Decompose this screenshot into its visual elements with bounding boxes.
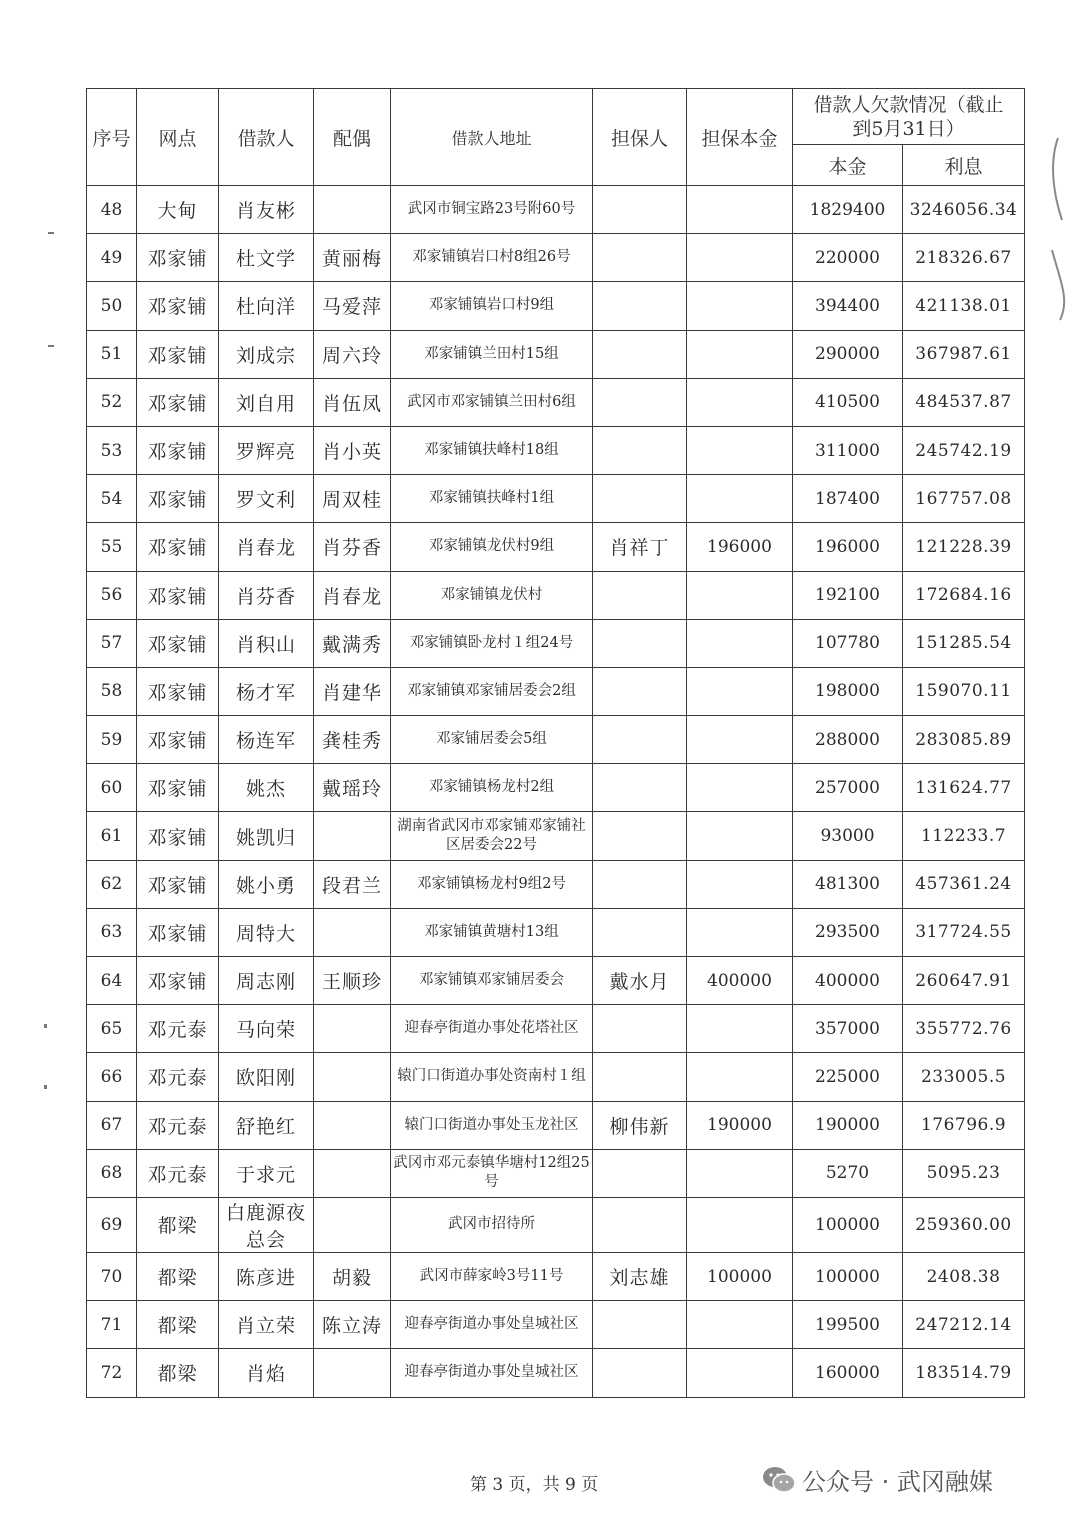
row-borrower: 欧阳刚 [219, 1053, 314, 1101]
row-seq: 48 [87, 186, 137, 234]
row-interest: 421138.01 [903, 282, 1025, 330]
loan-arrears-table [86, 88, 1025, 1398]
row-guarantee-principal [687, 330, 793, 378]
row-spouse: 戴瑶玲 [314, 764, 391, 812]
row-interest: 172684.16 [903, 571, 1025, 619]
row-guarantor: 刘志雄 [593, 1252, 687, 1300]
row-guarantor [593, 475, 687, 523]
row-address: 武冈市邓元泰镇华塘村12组25号 [391, 1149, 593, 1197]
row-guarantor [593, 860, 687, 908]
header-arrears-group: 借款人欠款情况（截止到5月31日） [793, 89, 1025, 145]
row-interest: 2408.38 [903, 1252, 1025, 1300]
row-guarantor [593, 619, 687, 667]
table-row [87, 860, 1025, 908]
row-principal: 1829400 [793, 186, 903, 234]
row-interest: 176796.9 [903, 1101, 1025, 1149]
table-row [87, 234, 1025, 282]
row-branch: 大甸 [137, 186, 219, 234]
table-row [87, 330, 1025, 378]
row-spouse: 肖伍凤 [314, 378, 391, 426]
table-row [87, 716, 1025, 764]
header-principal: 本金 [793, 145, 903, 186]
row-seq: 67 [87, 1101, 137, 1149]
row-interest: 218326.67 [903, 234, 1025, 282]
row-address: 武冈市铜宝路23号附60号 [391, 186, 593, 234]
row-guarantee-principal [687, 764, 793, 812]
row-spouse [314, 1349, 391, 1397]
row-spouse [314, 908, 391, 956]
row-branch: 邓家铺 [137, 475, 219, 523]
wechat-icon [762, 1465, 796, 1495]
row-interest: 247212.14 [903, 1301, 1025, 1349]
row-branch: 邓元泰 [137, 1149, 219, 1197]
row-principal: 225000 [793, 1053, 903, 1101]
row-principal: 190000 [793, 1101, 903, 1149]
row-guarantor [593, 330, 687, 378]
row-borrower: 杨才军 [219, 667, 314, 715]
row-spouse: 周双桂 [314, 475, 391, 523]
row-guarantor: 柳伟新 [593, 1101, 687, 1149]
row-spouse: 肖建华 [314, 667, 391, 715]
row-principal: 311000 [793, 426, 903, 474]
row-address: 迎春亭街道办事处花塔社区 [391, 1005, 593, 1053]
row-address: 武冈市招待所 [391, 1197, 593, 1252]
row-spouse: 胡毅 [314, 1252, 391, 1300]
row-guarantee-principal [687, 1197, 793, 1252]
row-seq: 66 [87, 1053, 137, 1101]
row-principal: 400000 [793, 957, 903, 1005]
row-branch: 邓家铺 [137, 571, 219, 619]
row-address: 辕门口街道办事处资南村１组 [391, 1053, 593, 1101]
row-borrower: 周特大 [219, 908, 314, 956]
row-branch: 邓家铺 [137, 523, 219, 571]
scan-mark [48, 232, 54, 234]
row-address: 邓家铺镇卧龙村１组24号 [391, 619, 593, 667]
row-spouse [314, 812, 391, 860]
row-spouse: 戴满秀 [314, 619, 391, 667]
row-principal: 198000 [793, 667, 903, 715]
row-principal: 481300 [793, 860, 903, 908]
row-guarantee-principal [687, 1053, 793, 1101]
table-row [87, 282, 1025, 330]
row-seq: 63 [87, 908, 137, 956]
table-row [87, 957, 1025, 1005]
row-seq: 65 [87, 1005, 137, 1053]
row-principal: 257000 [793, 764, 903, 812]
row-guarantee-principal [687, 186, 793, 234]
row-address: 邓家铺镇扶峰村1组 [391, 475, 593, 523]
row-seq: 68 [87, 1149, 137, 1197]
row-guarantor [593, 667, 687, 715]
row-guarantor [593, 186, 687, 234]
row-spouse: 王顺珍 [314, 957, 391, 1005]
row-principal: 196000 [793, 523, 903, 571]
row-borrower: 姚凯归 [219, 812, 314, 860]
row-guarantor [593, 1149, 687, 1197]
table-row [87, 378, 1025, 426]
row-address: 邓家铺居委会5组 [391, 716, 593, 764]
header-interest: 利息 [903, 145, 1025, 186]
row-branch: 都梁 [137, 1349, 219, 1397]
row-interest: 131624.77 [903, 764, 1025, 812]
header-seq: 序号 [87, 89, 137, 186]
row-guarantor: 戴水月 [593, 957, 687, 1005]
row-seq: 54 [87, 475, 137, 523]
row-address: 迎春亭街道办事处皇城社区 [391, 1301, 593, 1349]
row-address: 邓家铺镇杨龙村9组2号 [391, 860, 593, 908]
row-interest: 167757.08 [903, 475, 1025, 523]
row-guarantee-principal [687, 716, 793, 764]
scan-mark [48, 345, 54, 347]
row-seq: 62 [87, 860, 137, 908]
row-borrower: 肖积山 [219, 619, 314, 667]
header-spouse: 配偶 [314, 89, 391, 186]
row-principal: 5270 [793, 1149, 903, 1197]
header-guarantee-principal: 担保本金 [687, 89, 793, 186]
row-branch: 邓家铺 [137, 957, 219, 1005]
table-row [87, 426, 1025, 474]
row-interest: 245742.19 [903, 426, 1025, 474]
row-address: 邓家铺镇岩口村8组26号 [391, 234, 593, 282]
row-guarantee-principal [687, 571, 793, 619]
row-seq: 50 [87, 282, 137, 330]
table-row [87, 1349, 1025, 1397]
table-row [87, 764, 1025, 812]
wechat-brand [762, 1462, 993, 1497]
row-branch: 邓元泰 [137, 1101, 219, 1149]
row-seq: 71 [87, 1301, 137, 1349]
row-borrower: 姚小勇 [219, 860, 314, 908]
row-principal: 288000 [793, 716, 903, 764]
row-branch: 邓家铺 [137, 764, 219, 812]
row-principal: 410500 [793, 378, 903, 426]
row-borrower: 杜向洋 [219, 282, 314, 330]
header-address: 借款人地址 [391, 89, 593, 186]
row-branch: 邓家铺 [137, 426, 219, 474]
row-interest: 367987.61 [903, 330, 1025, 378]
row-interest: 151285.54 [903, 619, 1025, 667]
row-guarantor [593, 716, 687, 764]
row-guarantee-principal: 196000 [687, 523, 793, 571]
row-borrower: 白鹿源夜总会 [219, 1197, 314, 1252]
row-principal: 160000 [793, 1349, 903, 1397]
row-guarantee-principal [687, 426, 793, 474]
row-guarantee-principal: 190000 [687, 1101, 793, 1149]
page-number: 第 3 页，共 9 页 [470, 1475, 599, 1495]
table-row [87, 1252, 1025, 1300]
row-borrower: 于求元 [219, 1149, 314, 1197]
row-guarantee-principal [687, 619, 793, 667]
table-row [87, 571, 1025, 619]
row-branch: 邓家铺 [137, 282, 219, 330]
row-guarantor [593, 571, 687, 619]
row-branch: 都梁 [137, 1197, 219, 1252]
row-borrower: 刘成宗 [219, 330, 314, 378]
row-address: 迎春亭街道办事处皇城社区 [391, 1349, 593, 1397]
row-guarantor [593, 1005, 687, 1053]
row-seq: 61 [87, 812, 137, 860]
row-borrower: 陈彦进 [219, 1252, 314, 1300]
row-spouse: 肖小英 [314, 426, 391, 474]
row-borrower: 刘自用 [219, 378, 314, 426]
row-branch: 邓家铺 [137, 860, 219, 908]
row-interest: 484537.87 [903, 378, 1025, 426]
row-spouse: 段君兰 [314, 860, 391, 908]
row-interest: 183514.79 [903, 1349, 1025, 1397]
row-address: 武冈市邓家铺镇兰田村6组 [391, 378, 593, 426]
row-principal: 293500 [793, 908, 903, 956]
row-interest: 233005.5 [903, 1053, 1025, 1101]
row-address: 邓家铺镇兰田村15组 [391, 330, 593, 378]
row-principal: 100000 [793, 1252, 903, 1300]
row-borrower: 杜文学 [219, 234, 314, 282]
row-guarantee-principal [687, 908, 793, 956]
row-spouse [314, 186, 391, 234]
row-borrower: 周志刚 [219, 957, 314, 1005]
row-guarantor [593, 282, 687, 330]
row-principal: 107780 [793, 619, 903, 667]
row-guarantee-principal [687, 234, 793, 282]
row-branch: 邓家铺 [137, 330, 219, 378]
header-borrower: 借款人 [219, 89, 314, 186]
table-row [87, 1005, 1025, 1053]
table-row [87, 667, 1025, 715]
row-principal: 199500 [793, 1301, 903, 1349]
row-borrower: 杨连军 [219, 716, 314, 764]
row-branch: 邓家铺 [137, 908, 219, 956]
row-guarantee-principal [687, 1349, 793, 1397]
row-principal: 100000 [793, 1197, 903, 1252]
row-seq: 69 [87, 1197, 137, 1252]
row-interest: 112233.7 [903, 812, 1025, 860]
row-spouse [314, 1053, 391, 1101]
row-branch: 都梁 [137, 1301, 219, 1349]
brand-text: 公众号 · 武冈融媒 [802, 1468, 993, 1496]
header-branch: 网点 [137, 89, 219, 186]
table-row [87, 619, 1025, 667]
row-spouse [314, 1149, 391, 1197]
row-guarantee-principal: 100000 [687, 1252, 793, 1300]
row-address: 邓家铺镇杨龙村2组 [391, 764, 593, 812]
row-guarantor [593, 764, 687, 812]
row-interest: 283085.89 [903, 716, 1025, 764]
row-address: 湖南省武冈市邓家铺邓家铺社区居委会22号 [391, 812, 593, 860]
row-guarantee-principal [687, 667, 793, 715]
row-interest: 3246056.34 [903, 186, 1025, 234]
row-borrower: 肖春龙 [219, 523, 314, 571]
row-guarantee-principal [687, 812, 793, 860]
row-spouse: 陈立涛 [314, 1301, 391, 1349]
row-principal: 187400 [793, 475, 903, 523]
row-seq: 53 [87, 426, 137, 474]
row-address: 辕门口街道办事处玉龙社区 [391, 1101, 593, 1149]
row-guarantee-principal: 400000 [687, 957, 793, 1005]
row-guarantor [593, 908, 687, 956]
row-spouse: 黄丽梅 [314, 234, 391, 282]
row-seq: 59 [87, 716, 137, 764]
row-interest: 317724.55 [903, 908, 1025, 956]
row-seq: 49 [87, 234, 137, 282]
row-spouse: 马爱萍 [314, 282, 391, 330]
table-row [87, 1301, 1025, 1349]
row-guarantor [593, 1349, 687, 1397]
row-seq: 57 [87, 619, 137, 667]
row-seq: 52 [87, 378, 137, 426]
row-guarantor [593, 812, 687, 860]
row-address: 邓家铺镇黄塘村13组 [391, 908, 593, 956]
table-row [87, 475, 1025, 523]
header-guarantor: 担保人 [593, 89, 687, 186]
table-body [87, 186, 1025, 1398]
row-borrower: 姚杰 [219, 764, 314, 812]
row-spouse: 龚桂秀 [314, 716, 391, 764]
row-seq: 56 [87, 571, 137, 619]
row-guarantor [593, 1197, 687, 1252]
row-branch: 邓家铺 [137, 667, 219, 715]
row-address: 邓家铺镇邓家铺居委会 [391, 957, 593, 1005]
row-address: 邓家铺镇龙伏村 [391, 571, 593, 619]
row-seq: 60 [87, 764, 137, 812]
table-row [87, 1197, 1025, 1252]
row-guarantor [593, 234, 687, 282]
row-interest: 121228.39 [903, 523, 1025, 571]
row-guarantee-principal [687, 1149, 793, 1197]
row-guarantee-principal [687, 378, 793, 426]
row-guarantee-principal [687, 475, 793, 523]
row-spouse [314, 1101, 391, 1149]
row-branch: 邓元泰 [137, 1005, 219, 1053]
row-interest: 457361.24 [903, 860, 1025, 908]
row-address: 邓家铺镇扶峰村18组 [391, 426, 593, 474]
row-spouse [314, 1197, 391, 1252]
table-row [87, 1101, 1025, 1149]
row-principal: 394400 [793, 282, 903, 330]
row-seq: 58 [87, 667, 137, 715]
row-address: 邓家铺镇龙伏村9组 [391, 523, 593, 571]
row-address: 邓家铺镇岩口村9组 [391, 282, 593, 330]
row-guarantee-principal [687, 1301, 793, 1349]
row-borrower: 马向荣 [219, 1005, 314, 1053]
row-borrower: 肖立荣 [219, 1301, 314, 1349]
row-guarantee-principal [687, 282, 793, 330]
table-row [87, 186, 1025, 234]
row-guarantor [593, 378, 687, 426]
row-guarantor [593, 1301, 687, 1349]
row-borrower: 罗文利 [219, 475, 314, 523]
seal-stamp-fragment [1040, 130, 1080, 330]
row-spouse: 周六玲 [314, 330, 391, 378]
table-row [87, 523, 1025, 571]
row-spouse: 肖春龙 [314, 571, 391, 619]
row-branch: 邓元泰 [137, 1053, 219, 1101]
row-principal: 357000 [793, 1005, 903, 1053]
table-row [87, 812, 1025, 860]
scan-mark [44, 1085, 47, 1089]
row-interest: 5095.23 [903, 1149, 1025, 1197]
row-seq: 64 [87, 957, 137, 1005]
scan-mark [44, 1024, 47, 1028]
row-borrower: 舒艳红 [219, 1101, 314, 1149]
row-seq: 72 [87, 1349, 137, 1397]
row-branch: 都梁 [137, 1252, 219, 1300]
row-interest: 355772.76 [903, 1005, 1025, 1053]
row-seq: 51 [87, 330, 137, 378]
table-row [87, 1053, 1025, 1101]
row-borrower: 肖芬香 [219, 571, 314, 619]
row-branch: 邓家铺 [137, 234, 219, 282]
row-seq: 70 [87, 1252, 137, 1300]
row-borrower: 肖友彬 [219, 186, 314, 234]
row-interest: 159070.11 [903, 667, 1025, 715]
row-principal: 192100 [793, 571, 903, 619]
row-branch: 邓家铺 [137, 812, 219, 860]
table-row [87, 1149, 1025, 1197]
row-guarantee-principal [687, 860, 793, 908]
row-spouse: 肖芬香 [314, 523, 391, 571]
row-principal: 220000 [793, 234, 903, 282]
row-borrower: 罗辉亮 [219, 426, 314, 474]
row-address: 武冈市薛家岭3号11号 [391, 1252, 593, 1300]
row-principal: 290000 [793, 330, 903, 378]
row-interest: 259360.00 [903, 1197, 1025, 1252]
row-branch: 邓家铺 [137, 619, 219, 667]
row-borrower: 肖焰 [219, 1349, 314, 1397]
row-guarantor [593, 1053, 687, 1101]
row-guarantee-principal [687, 1005, 793, 1053]
row-seq: 55 [87, 523, 137, 571]
row-principal: 93000 [793, 812, 903, 860]
row-address: 邓家铺镇邓家铺居委会2组 [391, 667, 593, 715]
row-guarantor [593, 426, 687, 474]
row-branch: 邓家铺 [137, 716, 219, 764]
row-spouse [314, 1005, 391, 1053]
row-branch: 邓家铺 [137, 378, 219, 426]
row-interest: 260647.91 [903, 957, 1025, 1005]
row-guarantor: 肖祥丁 [593, 523, 687, 571]
table-row [87, 908, 1025, 956]
